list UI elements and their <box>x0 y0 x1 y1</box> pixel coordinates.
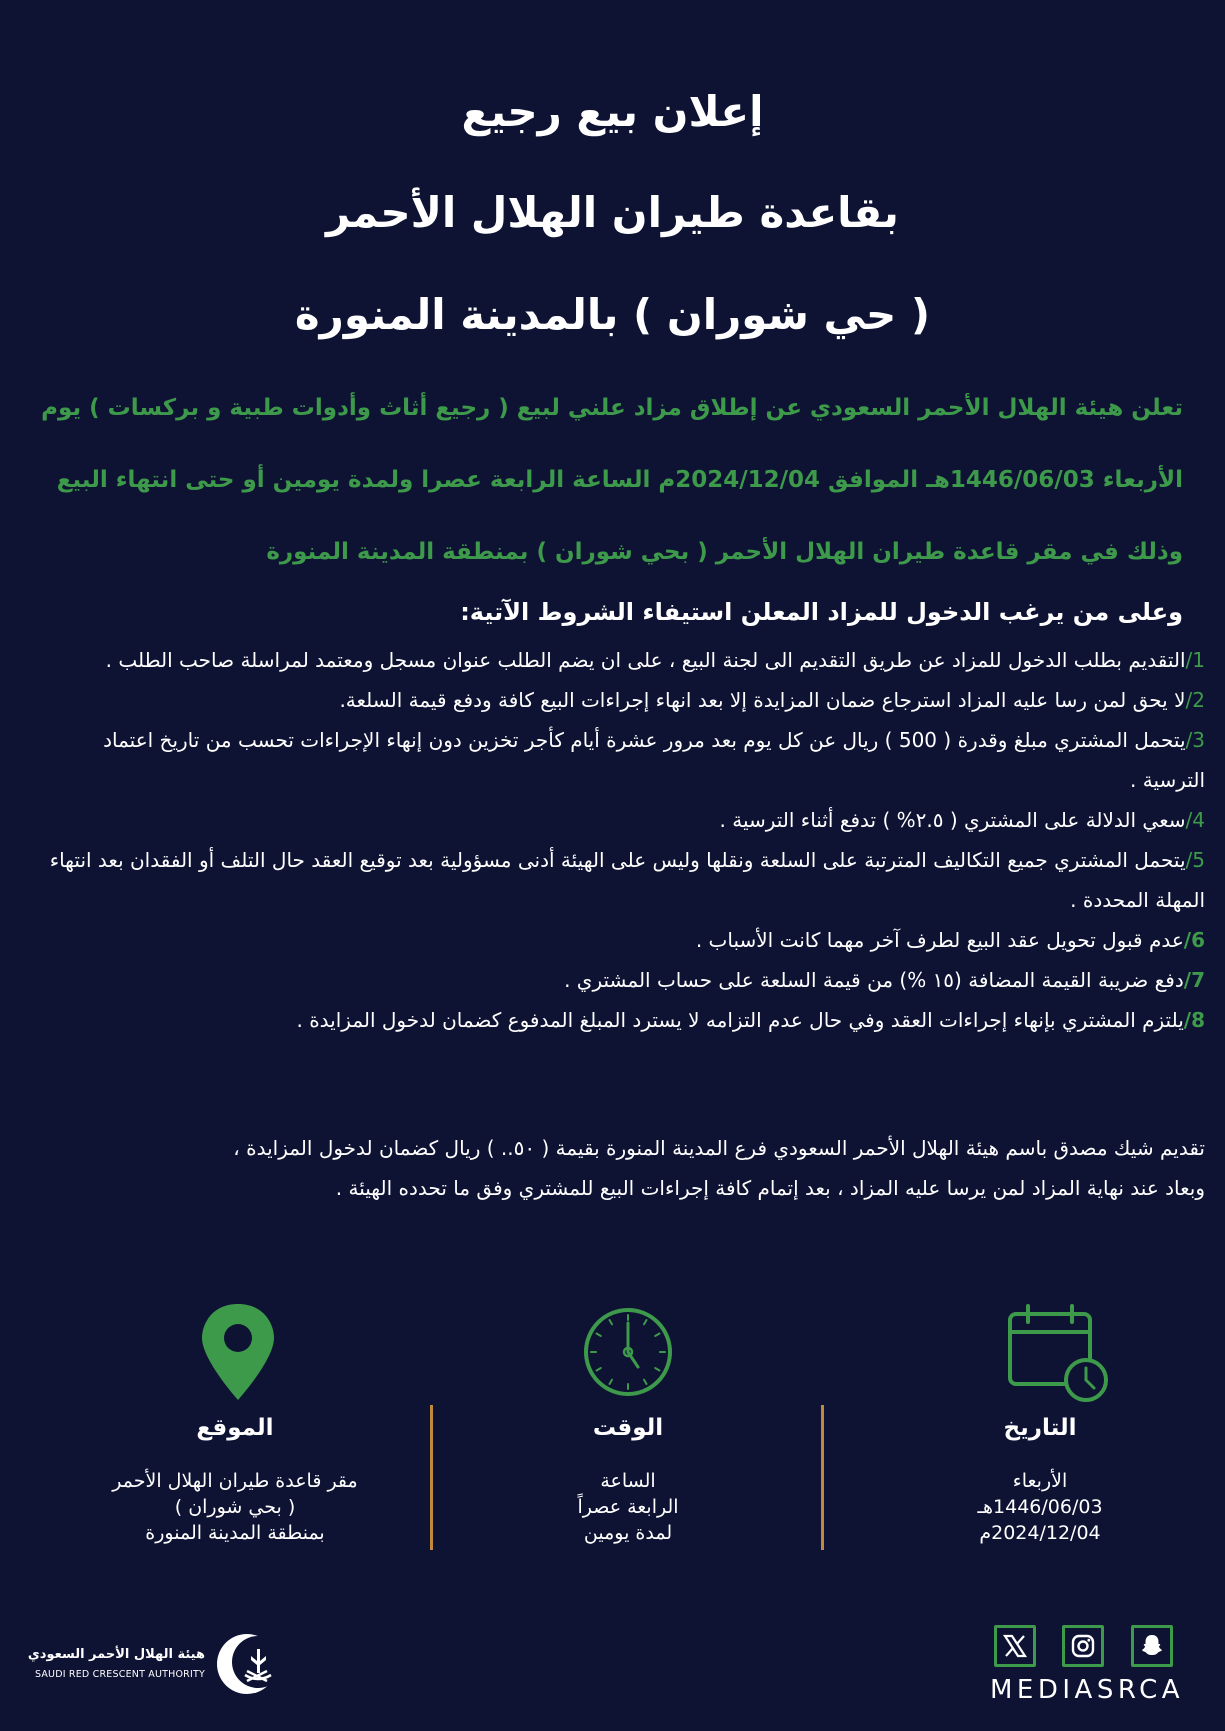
title-line-1: إعلان بيع رجيع <box>461 87 764 136</box>
term-item <box>40 1000 1205 1040</box>
term-number: 1/ <box>1185 648 1205 672</box>
snapchat-icon[interactable] <box>1131 1625 1173 1667</box>
term-item <box>40 800 1205 840</box>
intro-line-2: الأربعاء 1446/06/03هـ الموافق 2024/12/04م الساعة الرابعة عصرا ولمدة يومين أو حتى انتهاء البيع <box>56 467 1183 493</box>
location-line-1: مقر قاعدة طيران الهلال الأحمر <box>112 1470 358 1492</box>
location-pin-icon <box>178 1300 298 1410</box>
term-number: 4/ <box>1185 808 1205 832</box>
cheque-paragraph <box>30 1128 1205 1208</box>
location-line-2: ( بحي شوران ) <box>174 1496 296 1518</box>
title-line-2: بقاعدة طيران الهلال الأحمر <box>326 188 899 237</box>
time-line-2: الرابعة عصراً <box>577 1496 679 1518</box>
term-text: عدم قبول تحويل عقد البيع لطرف آخر مهما كانت الأسباب . <box>695 928 1184 952</box>
conditions-heading: وعلى من يرغب الدخول للمزاد المعلن استيفاء الشروط الآتية: <box>460 598 1183 626</box>
term-text: سعي الدلالة على المشتري ( ٢.٥% ) تدفع أثناء الترسية . <box>719 808 1186 832</box>
term-number: 6/ <box>1183 928 1205 952</box>
social-handle: MEDIASRCA <box>990 1675 1185 1705</box>
term-number: 2/ <box>1185 688 1205 712</box>
term-text: التقديم بطلب الدخول للمزاد عن طريق التقديم الى لجنة البيع ، على ان يضم الطلب عنوان مسجل ومعتمد لمراسلة صاحب الطلب . <box>105 648 1186 672</box>
date-label: التاريخ <box>1003 1415 1077 1441</box>
time-info <box>478 1408 778 1546</box>
divider <box>821 1405 824 1550</box>
location-label: الموقع <box>196 1415 274 1441</box>
date-info <box>890 1408 1190 1546</box>
date-line-2: 1446/06/03هـ <box>977 1496 1103 1518</box>
term-text: يتحمل المشتري مبلغ وقدرة ( 500 ) ريال عن كل يوم بعد مرور عشرة أيام كأجر تخزين دون إنهاء الإجراءات تحسب من تاريخ اعتماد الترسية . <box>103 728 1205 792</box>
term-item <box>40 640 1205 680</box>
calendar-icon <box>1000 1300 1120 1410</box>
term-item <box>40 680 1205 720</box>
intro-line-3: وذلك في مقر قاعدة طيران الهلال الأحمر ( بحي شوران ) بمنطقة المدينة المنورة <box>266 539 1183 565</box>
clock-icon <box>568 1305 688 1415</box>
term-text: لا يحق لمن رسا عليه المزاد استرجاع ضمان المزايدة إلا بعد انهاء إجراءات البيع كافة ودفع قيمة السلعة. <box>339 688 1186 712</box>
term-number: 3/ <box>1185 728 1205 752</box>
date-line-1: الأربعاء <box>1012 1470 1068 1492</box>
time-line-1: الساعة <box>600 1470 656 1492</box>
divider <box>430 1405 433 1550</box>
time-label: الوقت <box>592 1415 664 1441</box>
term-item <box>40 720 1205 800</box>
term-number: 7/ <box>1183 968 1205 992</box>
time-line-3: لمدة يومين <box>583 1522 673 1544</box>
authority-logo <box>25 1625 285 1705</box>
intro-line-1: تعلن هيئة الهلال الأحمر السعودي عن إطلاق مزاد علني لبيع ( رجيع أثاث وأدوات طبية و بركسات ) يوم <box>41 395 1183 421</box>
location-info <box>85 1408 385 1546</box>
logo-arabic-text: هيئة الهلال الأحمر السعودي <box>27 1647 205 1662</box>
terms-list <box>40 640 1205 1040</box>
term-number: 8/ <box>1183 1008 1205 1032</box>
term-text: يلتزم المشتري بإنهاء إجراءات العقد وفي حال عدم التزامه لا يسترد المبلغ المدفوع كضمان لدخول المزايدة . <box>296 1008 1184 1032</box>
date-line-3: 2024/12/04م <box>979 1522 1101 1544</box>
term-item <box>40 840 1205 920</box>
cheque-line-2: وبعاد عند نهاية المزاد لمن يرسا عليه المزاد ، بعد إتمام كافة إجراءات البيع للمشتري وفق ما تحدده الهيئة . <box>335 1176 1205 1200</box>
cheque-line-1: تقديم شيك مصدق باسم هيئة الهلال الأحمر السعودي فرع المدينة المنورة بقيمة ( ٥٠.. ) ريال كضمان لدخول المزايدة ، <box>233 1136 1205 1160</box>
term-text: يتحمل المشتري جميع التكاليف المترتبة على السلعة ونقلها وليس على الهيئة أدنى مسؤولية بعد توقيع العقد حال التلف أو الفقدان بعد انتهاء المهلة المحددة . <box>49 848 1205 912</box>
term-text: دفع ضريبة القيمة المضافة (١٥ %) من قيمة السلعة على حساب المشتري . <box>564 968 1184 992</box>
instagram-icon[interactable] <box>1062 1625 1104 1667</box>
term-item <box>40 920 1205 960</box>
x-icon[interactable] <box>994 1625 1036 1667</box>
location-line-3: بمنطقة المدينة المنورة <box>145 1522 325 1544</box>
title-line-3: ( حي شوران ) بالمدينة المنورة <box>294 290 931 339</box>
term-item <box>40 960 1205 1000</box>
logo-english-text: SAUDI RED CRESCENT AUTHORITY <box>34 1669 205 1680</box>
term-number: 5/ <box>1185 848 1205 872</box>
crescent-emblem-icon <box>215 1629 285 1699</box>
